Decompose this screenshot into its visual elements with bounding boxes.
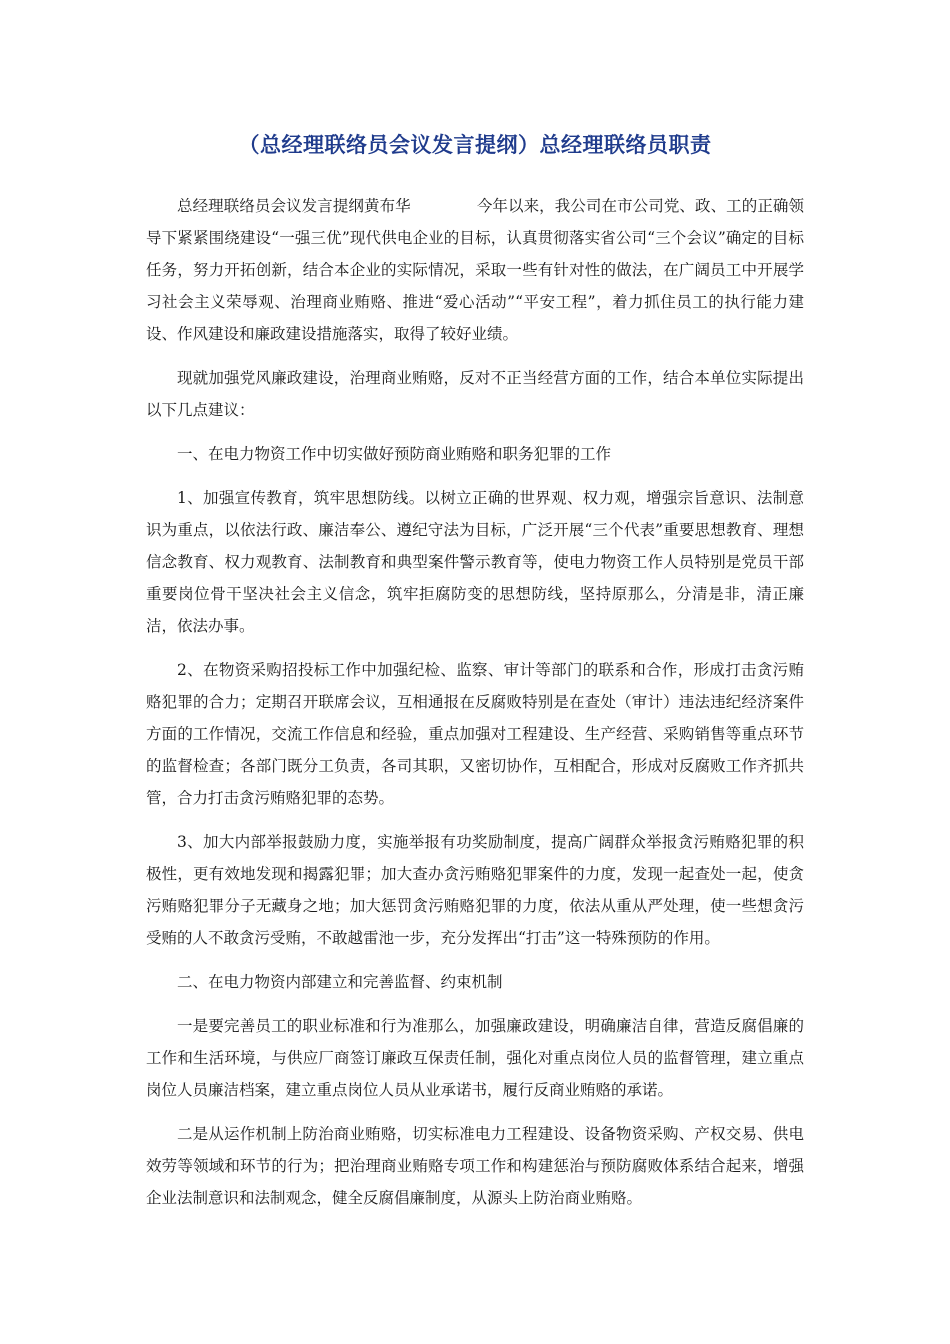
intro-paragraph <box>146 190 804 350</box>
document-page <box>146 130 804 1226</box>
section-heading-one: 一、在电力物资工作中切实做好预防商业贿赂和职务犯罪的工作 <box>177 445 612 463</box>
document-title: （总经理联络员会议发言提纲）总经理联络员职责 <box>238 133 712 157</box>
paragraph-item-1: 1、加强宣传教育，筑牢思想防线。以树立正确的世界观、权力观，增强宗旨意识、法制意识为重点，以依法行政、廉洁奉公、遵纪守法为目标，广泛开展“三个代表”重要思想教育、理想信念教育、权力观教育、法制教育和典型案件警示教育等，使电力物资工作人员特别是党员干部重要岗位骨干坚决社会主义信念，筑牢拒腐防变的思想防线，坚持原那么，分清是非，清正廉洁，依法办事。 <box>146 489 804 635</box>
paragraph-point-one: 一是要完善员工的职业标准和行为准那么，加强廉政建设，明确廉洁自律，营造反腐倡廉的工作和生活环境，与供应厂商签订廉政互保责任制，强化对重点岗位人员的监督管理，建立重点岗位人员廉洁档案，建立重点岗位人员从业承诺书，履行反商业贿赂的承诺。 <box>146 1017 804 1099</box>
paragraph-item-3: 3、加大内部举报鼓励力度，实施举报有功奖励制度，提高广阔群众举报贪污贿赂犯罪的积极性，更有效地发现和揭露犯罪；加大查办贪污贿赂犯罪案件的力度，发现一起查处一起，使贪污贿赂犯罪分子无藏身之地；加大惩罚贪污贿赂犯罪的力度，依法从重从严处理，使一些想贪污受贿的人不敢贪污受贿，不敢越雷池一步，充分发挥出“打击”这一特殊预防的作用。 <box>146 833 804 947</box>
paragraph-point-two: 二是从运作机制上防治商业贿赂，切实标准电力工程建设、设备物资采购、产权交易、供电效劳等领域和环节的行为；把治理商业贿赂专项工作和构建惩治与预防腐败体系结合起来，增强企业法制意识和法制观念，健全反腐倡廉制度，从源头上防治商业贿赂。 <box>146 1125 804 1207</box>
paragraph-item-2: 2、在物资采购招投标工作中加强纪检、监察、审计等部门的联系和合作，形成打击贪污贿赂犯罪的合力；定期召开联席会议，互相通报在反腐败特别是在查处（审计）违法违纪经济案件方面的工作情况，交流工作信息和经验，重点加强对工程建设、生产经营、采购销售等重点环节的监督检查；各部门既分工负责，各司其职，又密切协作，互相配合，形成对反腐败工作齐抓共管，合力打击贪污贿赂犯罪的态势。 <box>146 661 804 807</box>
intro-text: 今年以来，我公司在市公司党、政、工的正确领导下紧紧围绕建设“一强三优”现代供电企业的目标，认真贯彻落实省公司“三个会议”确定的目标任务，努力开拓创新，结合本企业的实际情况，采取一些有针对性的做法，在广阔员工中开展学习社会主义荣辱观、治理商业贿赂、推进“爱心活动”“平安工程”，着力抓住员工的执行能力建设、作风建设和廉政建设措施落实，取得了较好业绩。 <box>146 197 804 343</box>
intro-heading: 总经理联络员会议发言提纲黄布华 <box>177 197 411 215</box>
section-heading-two: 二、在电力物资内部建立和完善监督、约束机制 <box>177 973 503 991</box>
paragraph-proposal-intro: 现就加强党风廉政建设，治理商业贿赂，反对不正当经营方面的工作，结合本单位实际提出以下几点建议： <box>146 369 804 419</box>
